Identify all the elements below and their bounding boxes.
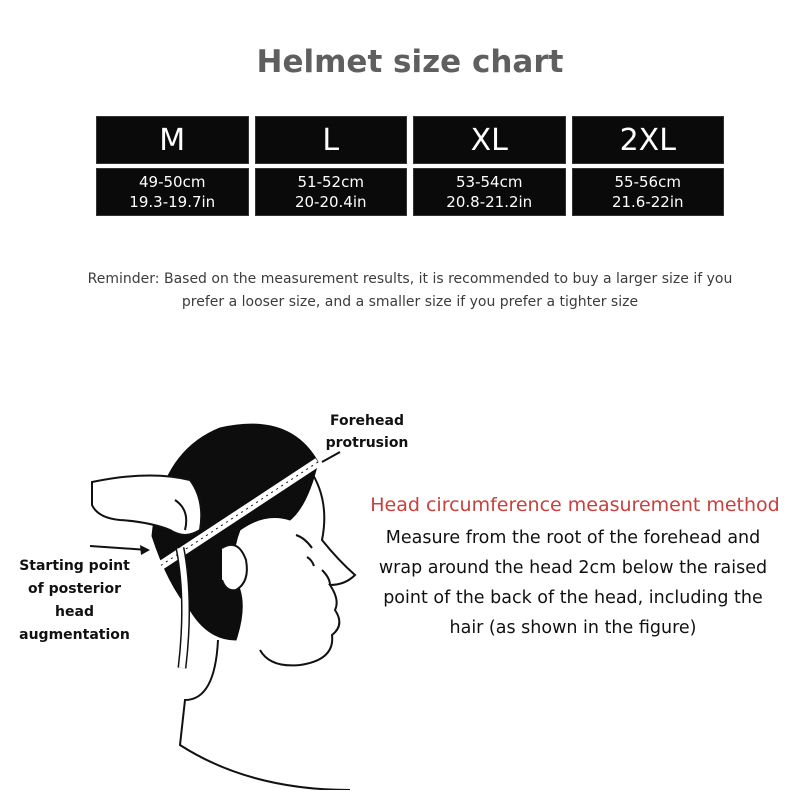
size-header-m: M xyxy=(96,116,249,164)
size-measure-m xyxy=(96,168,249,216)
ear xyxy=(222,545,247,590)
neck-outline xyxy=(180,640,350,790)
size-table xyxy=(96,116,724,216)
size-header-l: L xyxy=(255,116,408,164)
reminder-line: Reminder: Based on the measurement results, it is recommended to buy a larger size if you xyxy=(87,271,733,287)
size-cm: 49-50cm xyxy=(139,173,206,191)
forehead-label xyxy=(322,410,412,454)
size-in: 20-20.4in xyxy=(294,193,367,211)
size-header-xl: XL xyxy=(413,116,566,164)
size-measure-2xl xyxy=(572,168,725,216)
eye xyxy=(307,557,314,566)
size-header-2xl: 2XL xyxy=(572,116,725,164)
method-title: Head circumference measurement method xyxy=(370,494,780,516)
size-cm: 55-56cm xyxy=(614,173,681,191)
page-title: Helmet size chart xyxy=(256,44,564,80)
starting-point-label xyxy=(2,555,147,647)
size-measure-l xyxy=(255,168,408,216)
method-line: wrap around the head 2cm below the raised xyxy=(378,558,768,578)
reminder-text xyxy=(60,268,760,314)
size-in: 20.8-21.2in xyxy=(446,193,533,211)
method-line: point of the back of the head, including the xyxy=(383,588,763,608)
reminder-line: prefer a looser size, and a smaller size if you prefer a tighter size xyxy=(181,294,639,310)
size-in: 21.6-22in xyxy=(611,193,684,211)
size-measure-xl xyxy=(413,168,566,216)
method-description xyxy=(368,523,778,643)
forehead-label-line: protrusion xyxy=(325,435,409,451)
starting-point-line: head augmentation xyxy=(19,604,130,643)
size-in: 19.3-19.7in xyxy=(129,193,216,211)
starting-point-line: of posterior xyxy=(28,581,121,597)
eyebrow xyxy=(296,535,312,548)
size-cm: 53-54cm xyxy=(456,173,523,191)
method-line: hair (as shown in the figure) xyxy=(449,618,697,638)
arrow-start xyxy=(90,546,148,550)
method-line: Measure from the root of the forehead and xyxy=(385,528,761,548)
size-cm: 51-52cm xyxy=(297,173,364,191)
tape-hanging xyxy=(180,548,186,668)
starting-point-line: Starting point xyxy=(19,558,130,574)
forehead-label-line: Forehead xyxy=(330,413,404,429)
